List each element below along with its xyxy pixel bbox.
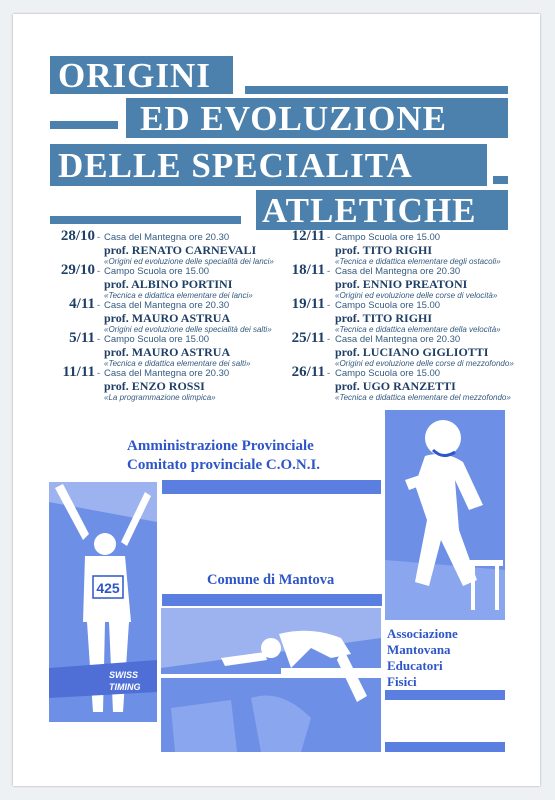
event-date: 28/10: [60, 228, 95, 244]
decor-block: [162, 480, 381, 494]
event-location-time: Campo Scuola ore 15.00: [104, 266, 210, 277]
event-location-time: Casa del Mantegna ore 20.30: [335, 334, 461, 345]
event-speaker: prof. MAURO ASTRUA: [104, 345, 231, 359]
event-topic: «Origini ed evoluzione delle specialità dei salti»: [104, 325, 272, 334]
event-date: 18/11: [291, 262, 325, 278]
event-sep: -: [97, 300, 101, 311]
event-topic: «Origini ed evoluzione delle specialità dei lanci»: [104, 257, 274, 266]
event-topic: «Tecnica e didattica elementare della velocità»: [335, 325, 501, 334]
poster: [13, 14, 540, 786]
event-date: 25/11: [291, 330, 325, 346]
title-rule: [493, 176, 508, 184]
event-location-time: Campo Scuola ore 15.00: [335, 368, 441, 379]
decor-block: [385, 742, 505, 752]
title-line-2: ED EVOLUZIONE: [126, 98, 508, 138]
event-topic: «Tecnica e didattica elementare degli ostacoli»: [335, 257, 501, 266]
decor-block: [385, 690, 505, 700]
event-sep: -: [327, 232, 331, 243]
event-date: 4/11: [69, 296, 95, 312]
sponsor-text-2: TIMING: [109, 682, 141, 692]
photo-runner-winner: [49, 482, 157, 722]
title-line-3: DELLE SPECIALITA: [50, 144, 487, 186]
title-line-1: ORIGINI: [50, 56, 233, 94]
event-speaker: prof. MAURO ASTRUA: [104, 311, 231, 325]
event-speaker: prof. ALBINO PORTINI: [104, 277, 233, 291]
title-line-4: ATLETICHE: [256, 190, 508, 230]
photo-high-jumper: [161, 608, 381, 752]
hurdler-illustration: [385, 410, 505, 620]
organizer-comune: Comune di Mantova: [207, 572, 335, 588]
event-sep: -: [97, 334, 101, 345]
event-topic: «Tecnica e didattica elementare dei lanci»: [104, 291, 253, 300]
association-line: Fisici: [387, 674, 417, 689]
event-date: 5/11: [69, 330, 95, 346]
photo-hurdler: [385, 410, 505, 620]
runner-illustration: [49, 482, 157, 722]
event-sep: -: [327, 300, 331, 311]
event-date: 26/11: [291, 364, 325, 380]
event-speaker: prof. UGO RANZETTI: [335, 379, 456, 393]
organizer-coni: Comitato provinciale C.O.N.I.: [127, 457, 321, 473]
event-speaker: prof. LUCIANO GIGLIOTTI: [335, 345, 489, 359]
event-sep: -: [97, 368, 101, 379]
event-date: 11/11: [62, 364, 95, 380]
event-location-time: Campo Scuola ore 15.00: [104, 334, 210, 345]
decor-block: [162, 594, 382, 606]
title-rule: [245, 86, 508, 94]
event-speaker: prof. TITO RIGHI: [335, 243, 433, 257]
event-sep: -: [327, 334, 331, 345]
event-location-time: Casa del Mantegna ore 20.30: [104, 300, 230, 311]
event-speaker: prof. ENZO ROSSI: [104, 379, 205, 393]
event-topic: «Tecnica e didattica elementare dei salti»: [104, 359, 251, 368]
event-sep: -: [97, 232, 101, 243]
organizer-provincia: Amministrazione Provinciale: [127, 438, 314, 454]
event-topic: «Origini ed evoluzione delle corse di mezzofondo»: [335, 359, 514, 368]
event-location-time: Casa del Mantegna ore 20.30: [335, 266, 461, 277]
event-topic: «Origini ed evoluzione delle corse di velocità»: [335, 291, 498, 300]
title-rule: [50, 121, 118, 129]
event-topic: «Tecnica e didattica elementare del mezzofondo»: [335, 393, 511, 402]
organizer-association: [387, 626, 458, 690]
sponsor-text-1: SWISS: [109, 670, 139, 680]
event-speaker: prof. ENNIO PREATONI: [335, 277, 468, 291]
event-sep: -: [97, 266, 101, 277]
event-location-time: Casa del Mantegna ore 20.30: [104, 232, 230, 243]
event-sep: -: [327, 266, 331, 277]
event-speaker: prof. TITO RIGHI: [335, 311, 433, 325]
event-date: 12/11: [291, 228, 325, 244]
event-topic: «La programmazione olimpica»: [104, 393, 216, 402]
event-date: 19/11: [291, 296, 325, 312]
association-line: Associazione: [387, 626, 458, 641]
event-location-time: Campo Scuola ore 15.00: [335, 300, 441, 311]
high-jumper-illustration: [161, 608, 381, 752]
bib-number: 425: [96, 580, 120, 596]
event-date: 29/10: [60, 262, 95, 278]
event-location-time: Casa del Mantegna ore 20.30: [104, 368, 230, 379]
event-sep: -: [327, 368, 331, 379]
association-line: Mantovana: [387, 642, 451, 657]
event-speaker: prof. RENATO CARNEVALI: [104, 243, 257, 257]
association-line: Educatori: [387, 658, 443, 673]
event-location-time: Campo Scuola ore 15.00: [335, 232, 441, 243]
title-rule: [50, 216, 241, 224]
